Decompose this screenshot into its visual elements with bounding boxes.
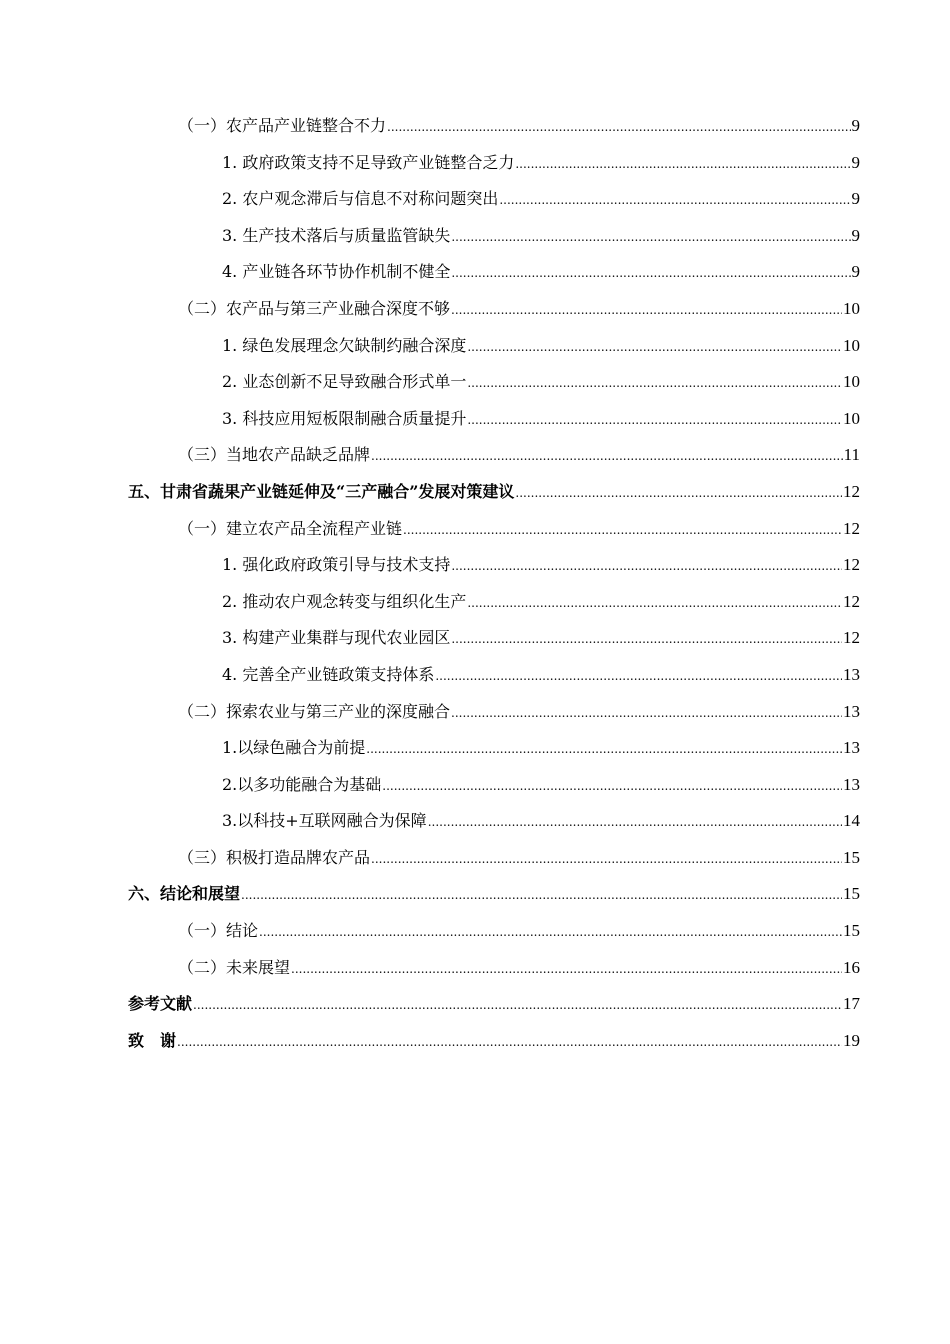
toc-entry[interactable] — [128, 913, 860, 950]
toc-dot-leader — [467, 364, 842, 402]
toc-entry-title: （一）结论 — [178, 921, 259, 941]
toc-entry[interactable] — [128, 145, 860, 182]
toc-entry[interactable] — [128, 254, 860, 291]
toc-entry[interactable] — [128, 218, 860, 255]
toc-entry-title: 1.以绿色融合为前提 — [222, 738, 366, 758]
toc-page-number: 11 — [843, 445, 860, 465]
toc-entry-title: （三）积极打造品牌农产品 — [178, 847, 371, 867]
toc-entry[interactable] — [128, 108, 860, 145]
toc-entry-title: （三）当地农产品缺乏品牌 — [178, 445, 371, 465]
toc-entry-title: 3.以科技+互联网融合为保障 — [222, 811, 427, 831]
toc-entry[interactable] — [128, 181, 860, 218]
toc-page-number: 13 — [843, 701, 860, 721]
toc-entry-title: 2.以多功能融合为基础 — [222, 774, 382, 794]
toc-entry-title: 1. 绿色发展理念欠缺制约融合深度 — [222, 335, 467, 355]
toc-entry-title: （二）未来展望 — [178, 957, 291, 977]
toc-page-number: 13 — [843, 664, 860, 684]
table-of-contents — [128, 108, 860, 1059]
toc-entry[interactable] — [128, 803, 860, 840]
toc-page-number: 10 — [843, 372, 860, 392]
toc-page-number: 9 — [851, 189, 860, 209]
toc-dot-leader — [467, 584, 842, 622]
toc-dot-leader — [177, 1023, 842, 1061]
toc-page-number: 15 — [843, 921, 860, 941]
toc-page-number: 17 — [843, 994, 860, 1014]
toc-entry-title: 1. 强化政府政策引导与技术支持 — [222, 555, 451, 575]
toc-dot-leader — [451, 218, 850, 256]
toc-page-number: 14 — [843, 811, 860, 831]
toc-page-number: 9 — [851, 116, 860, 135]
toc-entry[interactable] — [128, 437, 860, 474]
toc-entry[interactable] — [128, 584, 860, 621]
toc-page-number: 13 — [843, 738, 860, 758]
toc-entry[interactable] — [128, 767, 860, 804]
toc-entry-title: 参考文献 — [128, 994, 193, 1014]
toc-dot-leader — [428, 803, 842, 841]
toc-dot-leader — [259, 913, 842, 951]
toc-entry-title: （二）探索农业与第三产业的深度融合 — [178, 701, 451, 721]
toc-entry-title: 4. 完善全产业链政策支持体系 — [222, 664, 435, 684]
toc-dot-leader — [193, 986, 842, 1024]
toc-page-number: 13 — [843, 774, 860, 794]
toc-dot-leader — [451, 291, 842, 329]
toc-page-number: 9 — [851, 262, 860, 282]
toc-entry-title: （一）农产品产业链整合不力 — [178, 116, 387, 135]
toc-page-number: 10 — [843, 298, 860, 318]
toc-entry-title: 六、结论和展望 — [128, 884, 241, 904]
toc-dot-leader — [451, 254, 850, 292]
toc-dot-leader — [451, 620, 842, 658]
toc-page-number: 16 — [843, 957, 860, 977]
toc-entry[interactable] — [128, 620, 860, 657]
toc-entry[interactable] — [128, 364, 860, 401]
toc-entry[interactable] — [128, 694, 860, 731]
toc-dot-leader — [451, 694, 842, 732]
toc-page-number: 15 — [843, 847, 860, 867]
toc-page-number: 9 — [851, 152, 860, 172]
toc-entry-title: 3. 科技应用短板限制融合质量提升 — [222, 408, 467, 428]
toc-page-number: 12 — [843, 591, 860, 611]
toc-entry-title: 致 谢 — [128, 1030, 177, 1050]
toc-entry-title: （二）农产品与第三产业融合深度不够 — [178, 298, 451, 318]
toc-dot-leader — [371, 840, 842, 878]
toc-entry-title: 3. 构建产业集群与现代农业园区 — [222, 628, 451, 648]
toc-entry-title: 1. 政府政策支持不足导致产业链整合乏力 — [222, 152, 515, 172]
toc-dot-leader — [451, 547, 842, 585]
toc-dot-leader — [291, 950, 842, 988]
toc-entry-title: 4. 产业链各环节协作机制不健全 — [222, 262, 451, 282]
toc-dot-leader — [382, 767, 842, 805]
toc-dot-leader — [499, 181, 850, 219]
toc-page-number: 15 — [843, 884, 860, 904]
toc-entry[interactable] — [128, 401, 860, 438]
toc-dot-leader — [467, 328, 842, 366]
toc-entry[interactable] — [128, 1023, 860, 1060]
toc-dot-leader — [515, 474, 842, 512]
toc-entry[interactable] — [128, 657, 860, 694]
toc-entry[interactable] — [128, 840, 860, 877]
toc-entry[interactable] — [128, 876, 860, 913]
toc-entry[interactable] — [128, 547, 860, 584]
toc-dot-leader — [366, 730, 842, 768]
toc-entry[interactable] — [128, 291, 860, 328]
toc-entry[interactable] — [128, 986, 860, 1023]
toc-page-number: 9 — [851, 225, 860, 245]
toc-dot-leader — [371, 437, 843, 475]
toc-entry-title: 3. 生产技术落后与质量监管缺失 — [222, 225, 451, 245]
toc-page-number: 19 — [843, 1030, 860, 1050]
toc-entry-title: 2. 业态创新不足导致融合形式单一 — [222, 372, 467, 392]
toc-dot-leader — [403, 511, 842, 549]
toc-dot-leader — [435, 657, 842, 695]
toc-page-number: 12 — [843, 481, 860, 501]
toc-page-number: 10 — [843, 408, 860, 428]
toc-entry[interactable] — [128, 950, 860, 987]
toc-entry[interactable] — [128, 474, 860, 511]
toc-dot-leader — [387, 108, 850, 146]
toc-entry-title: 五、甘肃省蔬果产业链延伸及“三产融合”发展对策建议 — [128, 481, 515, 501]
toc-entry-title: （一）建立农产品全流程产业链 — [178, 518, 403, 538]
toc-entry-title: 2. 推动农户观念转变与组织化生产 — [222, 591, 467, 611]
toc-dot-leader — [515, 145, 850, 183]
toc-dot-leader — [467, 401, 842, 439]
toc-entry[interactable] — [128, 730, 860, 767]
toc-page-number: 12 — [843, 628, 860, 648]
toc-entry[interactable] — [128, 328, 860, 365]
toc-entry[interactable] — [128, 511, 860, 548]
toc-entry-title: 2. 农户观念滞后与信息不对称问题突出 — [222, 189, 499, 209]
toc-page-number: 12 — [843, 518, 860, 538]
toc-page-number: 10 — [843, 335, 860, 355]
toc-page-number: 12 — [843, 555, 860, 575]
toc-dot-leader — [241, 876, 842, 914]
